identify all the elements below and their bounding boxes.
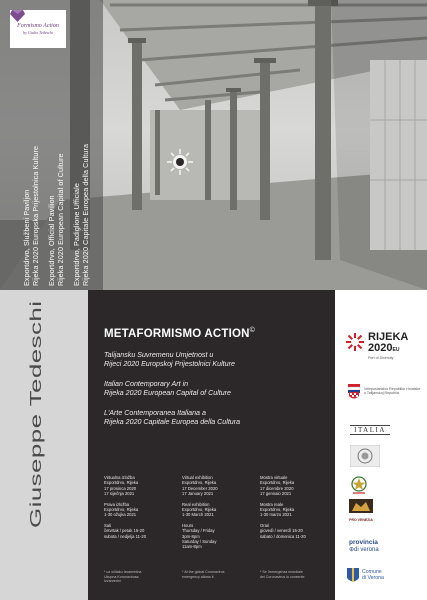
caption-block-it: Exportdrvo, Padiglione Ufficiale Rijeka 2020 Capitale Europea della Cultura: [72, 143, 91, 286]
caption-block-en: Exportdrvo, Official Pavilion Rijeka 2020 European Capital of Culture: [47, 153, 66, 286]
subtitle-it: L'Arte Contemporanea Italiana a Rijeka 2020 Capitale Europea della Cultura: [104, 409, 241, 426]
hall-photo: [0, 0, 427, 290]
venice-lion-icon: [349, 499, 373, 513]
italian-republic-emblem-icon: [350, 475, 368, 495]
pro-venezia-logo: PRO VENEZIA: [349, 499, 373, 519]
section-hours: Orari giovedì / venerdì 15-20 sabato / domenica 11-20: [260, 523, 306, 539]
caption-block-hr: Exportdrvo, Službeni Paviljon Rijeka 2020 Europska Prijestolnica Kulture: [22, 145, 41, 286]
section-real: Prava izložba Exportdrvo, Rijeka 1-30 ožujka 2021: [104, 501, 139, 518]
rijeka-burst-icon: [345, 332, 365, 352]
section-hours: Sati četvrtak / petak 15-20 subota / nedjelja 11-20: [104, 523, 147, 539]
section-hours: Hours Thursday / Friday 3pm-8pm Saturday / Sunday 11am-8pm: [182, 523, 217, 550]
exhibition-title: METAFORMISMO ACTION©: [104, 327, 255, 340]
croatia-embassy-logo: [348, 384, 421, 405]
verona-shield-icon: [347, 568, 359, 584]
footnote: * Se l'emergenza mondiale del Coronavirus lo consente: [260, 570, 305, 579]
rijeka-title: RIJEKA: [368, 331, 409, 343]
rijeka-tagline: Port of Diversity: [368, 356, 394, 360]
info-column-hr: [104, 475, 180, 583]
consulate-emblem: [350, 445, 380, 472]
croatia-shield-icon: [348, 384, 360, 400]
section-virtual: Virtual exhibition Exportdrvo, Rijeka 17 December 2020 17 January 2021: [182, 475, 218, 496]
artist-name: Giuseppe Tedeschi: [26, 300, 45, 528]
section-real: Mostra reale Exportdrvo, Rijeka 1-30 marzo 2021: [260, 501, 295, 518]
logo-line-2: by Giulio Tedeschi: [23, 30, 53, 35]
info-column-en: [182, 475, 258, 579]
sponsor-panel: RIJEKA 2020EU Port of Diversity Veleposlanstvo Republike Hrvatske u Talijanskoj Republici ITALIA PRO VENEZIA provincia ⊕di verona Comune di Verona: [335, 290, 427, 600]
provincia-verona-logo: provincia ⊕di verona: [349, 539, 379, 553]
rijeka-year-line: 2020EU: [368, 342, 400, 354]
section-virtual: Mostra virtuale Exportdrvo, Rijeka 17 dicembre 2020 17 gennaio 2021: [260, 475, 295, 496]
footnote: * uz očitaku Izvanredna Ukupna Koronavirusa Izvanredni: [104, 570, 142, 583]
info-column-it: [260, 475, 336, 579]
footnote: * At the global Coronavirus emergency allows it: [182, 570, 225, 579]
ministry-emblem: [350, 475, 368, 500]
subtitle-hr: Talijansku Suvremenu Umjetnost u Rijeci 2020 Europskoj Prijestolnici Kulture: [104, 351, 235, 368]
subtitle-en: Italian Contemporary Art in Rijeka 2020 European Capital of Culture: [104, 380, 231, 397]
emblem-icon: [350, 445, 380, 467]
venue-caption: [22, 16, 97, 286]
section-real: Real exhibition Exportdrvo, Rijeka 1-30 March 2021: [182, 501, 217, 518]
info-panel: [88, 290, 335, 600]
logo-line-1: Formismo Action: [17, 23, 59, 29]
section-virtual: Virtualna izložba Exportdrvo, Rijeka 17 prosinca 2020 17 siječnja 2021: [104, 475, 139, 496]
croatia-embassy-text: Veleposlanstvo Republike Hrvatske u Talijanskoj Republici: [364, 387, 421, 396]
artist-panel: [0, 290, 88, 600]
italia-logo: ITALIA: [350, 425, 390, 435]
